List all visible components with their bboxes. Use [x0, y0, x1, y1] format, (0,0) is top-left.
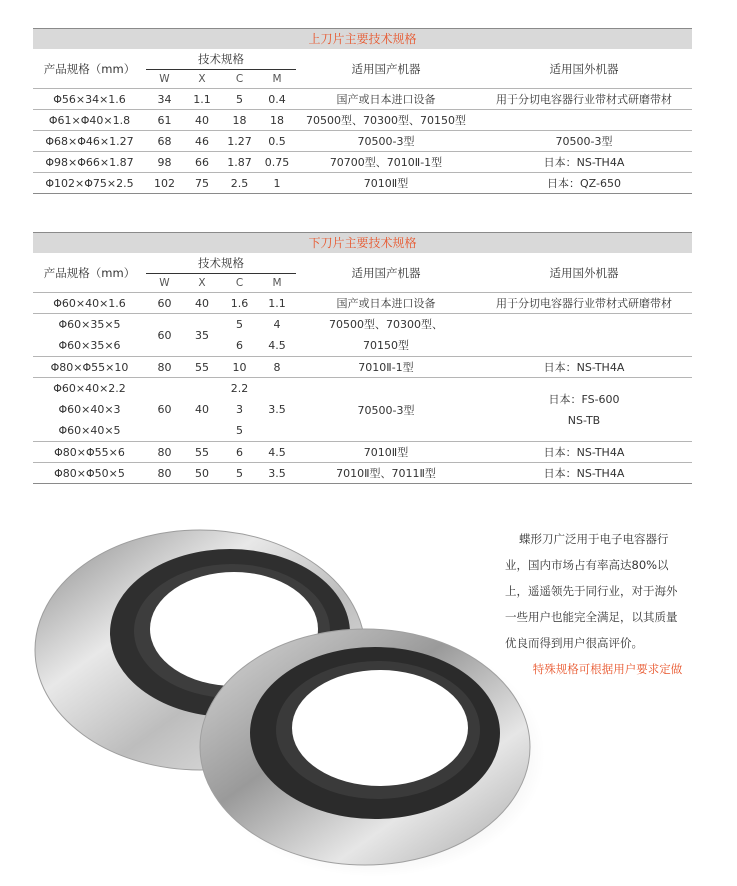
cell-m: 0.75: [258, 152, 296, 173]
cell-m: 0.5: [258, 131, 296, 152]
cell-x: 55: [183, 357, 221, 378]
cell-spec: Φ61×Φ40×1.8: [33, 110, 146, 131]
cell-foreign: 日本：NS-TH4A: [476, 463, 692, 484]
cell-x: 40: [183, 378, 221, 442]
table-row: [33, 442, 692, 463]
foreign-line: NS-TB: [567, 413, 601, 427]
cell-w: 60: [146, 314, 183, 357]
cell-foreign: [476, 314, 692, 357]
cell-w: 80: [146, 463, 183, 484]
cell-w: 102: [146, 173, 183, 194]
cell-w: 68: [146, 131, 183, 152]
m-line: 4: [273, 318, 281, 331]
col-domestic-header: 适用国产机器: [351, 61, 421, 76]
cell-m: 0.4: [258, 89, 296, 110]
col-m-header: M: [272, 277, 282, 289]
cell-domestic: 70500-3型: [296, 378, 476, 442]
table-row: [33, 173, 692, 194]
cell-spec: Φ98×Φ66×1.87: [33, 152, 146, 173]
col-foreign-header: 适用国外机器: [549, 265, 619, 280]
col-w-header: W: [159, 73, 170, 85]
col-x-header: X: [198, 277, 206, 289]
cell-m: [258, 314, 296, 357]
description-line: 业，国内市场占有率高达80%以: [505, 558, 669, 572]
blade-product-image: [20, 515, 560, 886]
cell-spec: Φ102×Φ75×2.5: [33, 173, 146, 194]
cell-c: 10: [221, 357, 258, 378]
cell-domestic: 70500型、70300型、70150型: [296, 110, 476, 131]
cell-foreign: 用于分切电容器行业带材式研磨带材: [476, 293, 692, 314]
cell-x: 75: [183, 173, 221, 194]
cell-domestic: 70700型、7010Ⅱ-1型: [296, 152, 476, 173]
table-row: [33, 131, 692, 152]
cell-domestic: [296, 314, 476, 357]
cell-spec: Φ80×Φ55×6: [33, 442, 146, 463]
cell-x: 66: [183, 152, 221, 173]
cell-foreign: [476, 110, 692, 131]
cell-x: 40: [183, 293, 221, 314]
cell-w: 80: [146, 442, 183, 463]
col-domestic-header: 适用国产机器: [351, 265, 421, 280]
table-row: [33, 463, 692, 484]
col-m-header: M: [272, 73, 282, 85]
cell-c: 5: [221, 463, 258, 484]
cell-foreign: 日本：QZ-650: [476, 173, 692, 194]
table-row: [33, 152, 692, 173]
spec-line: Φ60×40×2.2: [53, 382, 126, 395]
cell-m: 1: [258, 173, 296, 194]
description-line: 上，遥遥领先于同行业，对于海外: [505, 584, 678, 598]
cell-foreign: 日本：NS-TH4A: [476, 357, 692, 378]
cell-x: 40: [183, 110, 221, 131]
cell-x: 46: [183, 131, 221, 152]
cell-domestic: 7010Ⅱ型: [296, 173, 476, 194]
cell-domestic: 70500-3型: [296, 131, 476, 152]
cell-w: 98: [146, 152, 183, 173]
cell-w: 60: [146, 378, 183, 442]
cell-x: 35: [183, 314, 221, 357]
cell-c: 1.87: [221, 152, 258, 173]
col-spec-header: 产品规格（mm）: [43, 265, 136, 280]
col-spec-header: 产品规格（mm）: [43, 61, 136, 76]
c-line: 2.2: [230, 382, 249, 395]
table-row: [33, 378, 692, 442]
table-row: [33, 357, 692, 378]
cell-domestic: 7010Ⅱ型: [296, 442, 476, 463]
spec-line: Φ60×35×6: [58, 339, 121, 352]
c-line: 5: [236, 424, 243, 437]
cell-m: 4.5: [258, 442, 296, 463]
cell-foreign: 日本：NS-TH4A: [476, 442, 692, 463]
cell-m: 8: [258, 357, 296, 378]
cell-w: 34: [146, 89, 183, 110]
cell-c: [221, 378, 258, 442]
description-line: 蝶形刀广泛用于电子电容器行: [519, 532, 669, 546]
cell-w: 61: [146, 110, 183, 131]
cell-m: 1.1: [258, 293, 296, 314]
description-line: 优良而得到用户很高评价。: [505, 636, 643, 650]
table-row: [33, 110, 692, 131]
cell-m: 3.5: [258, 378, 296, 442]
domestic-line: 70150型: [363, 339, 409, 352]
table-row: [33, 89, 692, 110]
domestic-line: 70500型、70300型、: [329, 318, 443, 331]
table-row: [33, 293, 692, 314]
cell-foreign: 用于分切电容器行业带材式研磨带材: [476, 89, 692, 110]
description-line: 一些用户也能完全满足，以其质量: [505, 610, 678, 624]
col-c-header: C: [235, 73, 244, 85]
cell-c: 1.6: [221, 293, 258, 314]
lower-table-title: 下刀片主要技术规格: [33, 232, 692, 253]
col-w-header: W: [159, 277, 170, 289]
cell-c: 2.5: [221, 173, 258, 194]
col-tech-header: 技术规格: [146, 253, 296, 274]
col-foreign-header: 适用国外机器: [549, 61, 619, 76]
spec-line: Φ60×35×5: [58, 318, 121, 331]
front-blade: [200, 629, 545, 877]
cell-m: 3.5: [258, 463, 296, 484]
col-x-header: X: [198, 73, 206, 85]
cell-x: 1.1: [183, 89, 221, 110]
c-line: 3: [236, 403, 243, 416]
cell-spec: Φ68×Φ46×1.27: [33, 131, 146, 152]
cell-foreign: 日本：NS-TH4A: [476, 152, 692, 173]
upper-table-title: 上刀片主要技术规格: [33, 28, 692, 49]
cell-w: 60: [146, 293, 183, 314]
cell-c: 1.27: [221, 131, 258, 152]
product-description: [505, 526, 700, 682]
spec-line: Φ60×40×3: [58, 403, 121, 416]
cell-x: 50: [183, 463, 221, 484]
cell-spec: Φ60×40×1.6: [33, 293, 146, 314]
col-tech-header: 技术规格: [146, 49, 296, 70]
cell-domestic: 国产或日本进口设备: [296, 89, 476, 110]
lower-spec-table: [33, 232, 692, 484]
cell-c: 18: [221, 110, 258, 131]
foreign-line: 日本：FS-600: [548, 392, 620, 406]
cell-spec: [33, 378, 146, 442]
cell-domestic: 国产或日本进口设备: [296, 293, 476, 314]
cell-spec: Φ56×34×1.6: [33, 89, 146, 110]
c-line: 6: [236, 339, 243, 352]
cell-foreign: [476, 378, 692, 442]
cell-c: [221, 314, 258, 357]
cell-m: 18: [258, 110, 296, 131]
spec-line: Φ60×40×5: [58, 424, 121, 437]
cell-domestic: 7010Ⅱ-1型: [296, 357, 476, 378]
m-line: 4.5: [268, 339, 286, 352]
cell-spec: [33, 314, 146, 357]
cell-c: 6: [221, 442, 258, 463]
cell-spec: Φ80×Φ50×5: [33, 463, 146, 484]
cell-w: 80: [146, 357, 183, 378]
upper-spec-table: [33, 28, 692, 194]
cell-spec: Φ80×Φ55×10: [33, 357, 146, 378]
custom-order-note: 特殊规格可根据用户要求定做: [532, 662, 683, 676]
cell-foreign: 70500-3型: [476, 131, 692, 152]
c-line: 5: [236, 318, 243, 331]
cell-c: 5: [221, 89, 258, 110]
col-c-header: C: [235, 277, 244, 289]
table-row: [33, 314, 692, 357]
cell-domestic: 7010Ⅱ型、7011Ⅱ型: [296, 463, 476, 484]
cell-x: 55: [183, 442, 221, 463]
